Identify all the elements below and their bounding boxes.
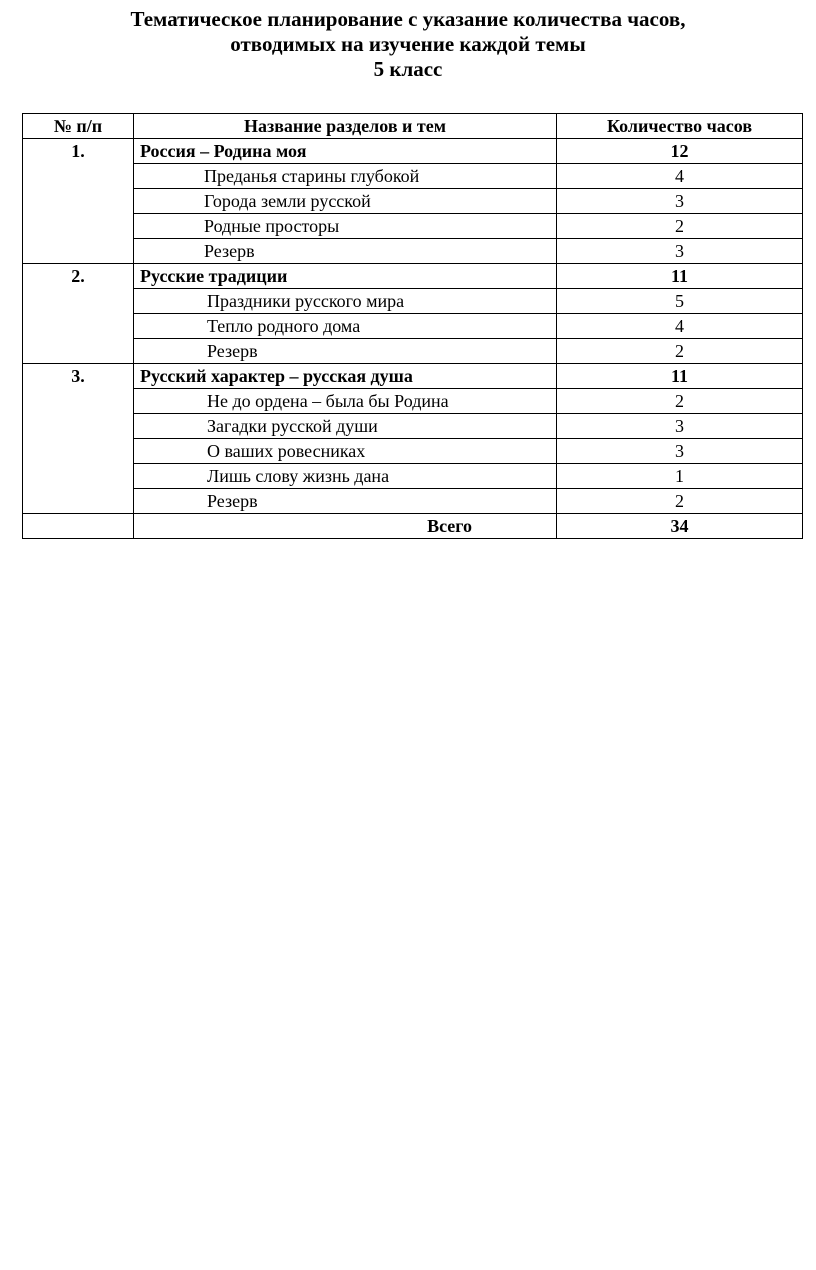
topic-hours: 1: [557, 464, 803, 489]
title-line-2: отводимых на изучение каждой темы: [230, 32, 586, 56]
topic-hours: 3: [557, 414, 803, 439]
table-row: [23, 214, 803, 239]
total-label: Всего: [134, 514, 557, 539]
topic-hours: 2: [557, 339, 803, 364]
section-number: 1.: [23, 139, 134, 264]
table-row: [23, 289, 803, 314]
table-row: [23, 314, 803, 339]
topic-name: Не до ордена – была бы Родина: [134, 389, 557, 414]
table-row: [23, 339, 803, 364]
header-name: Название разделов и тем: [134, 114, 557, 139]
topic-name: Лишь слову жизнь дана: [134, 464, 557, 489]
topic-name: Праздники русского мира: [134, 289, 557, 314]
document-title: [0, 0, 816, 82]
topic-hours: 5: [557, 289, 803, 314]
topic-name: Родные просторы: [134, 214, 557, 239]
section-row: [23, 139, 803, 164]
topic-name: Резерв: [134, 239, 557, 264]
section-row: [23, 264, 803, 289]
topic-hours: 4: [557, 314, 803, 339]
table-row: [23, 164, 803, 189]
topic-name: Загадки русской души: [134, 414, 557, 439]
title-line-1: Тематическое планирование с указание количества часов,: [130, 7, 686, 31]
topic-name: Города земли русской: [134, 189, 557, 214]
section-row: [23, 364, 803, 389]
section-hours: 11: [557, 264, 803, 289]
table-row: [23, 489, 803, 514]
total-hours: 34: [557, 514, 803, 539]
section-title: Россия – Родина моя: [134, 139, 557, 164]
topic-name: Тепло родного дома: [134, 314, 557, 339]
table-row: [23, 389, 803, 414]
total-empty-cell: [23, 514, 134, 539]
topic-hours: 4: [557, 164, 803, 189]
section-title: Русский характер – русская душа: [134, 364, 557, 389]
topic-hours: 2: [557, 214, 803, 239]
section-number: 3.: [23, 364, 134, 514]
section-hours: 12: [557, 139, 803, 164]
table-row: [23, 239, 803, 264]
title-line-3: 5 класс: [373, 57, 443, 81]
topic-hours: 3: [557, 439, 803, 464]
header-hours: Количество часов: [557, 114, 803, 139]
topic-hours: 3: [557, 189, 803, 214]
topic-name: Преданья старины глубокой: [134, 164, 557, 189]
topic-name: О ваших ровесниках: [134, 439, 557, 464]
topic-hours: 3: [557, 239, 803, 264]
topic-name: Резерв: [134, 339, 557, 364]
table-row: [23, 189, 803, 214]
section-hours: 11: [557, 364, 803, 389]
header-number: № п/п: [23, 114, 134, 139]
table-row: [23, 464, 803, 489]
topic-hours: 2: [557, 389, 803, 414]
table-row: [23, 414, 803, 439]
topic-name: Резерв: [134, 489, 557, 514]
topic-hours: 2: [557, 489, 803, 514]
section-number: 2.: [23, 264, 134, 364]
total-row: [23, 514, 803, 539]
table-header-row: [23, 114, 803, 139]
thematic-plan-table: [22, 113, 803, 539]
section-title: Русские традиции: [134, 264, 557, 289]
table-row: [23, 439, 803, 464]
